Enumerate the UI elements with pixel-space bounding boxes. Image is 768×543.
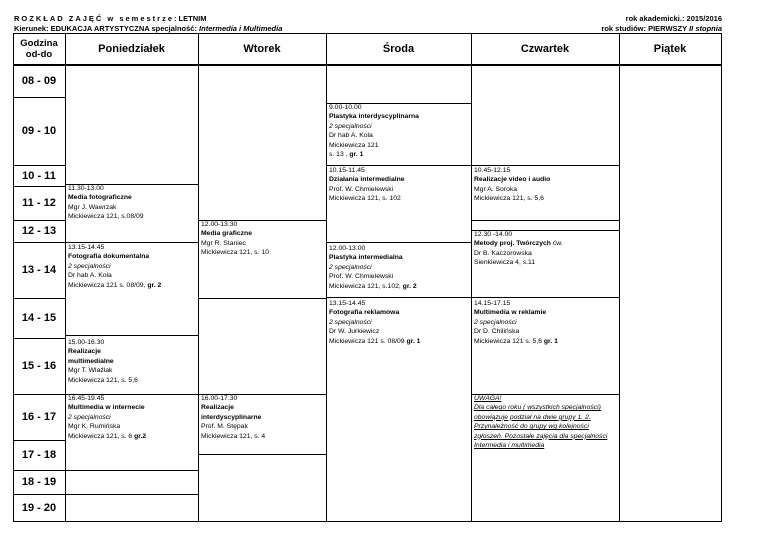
grid-rule (471, 297, 619, 298)
hour-label: 08 - 09 (21, 75, 57, 87)
day-header-tuesday: Wtorek (243, 43, 281, 55)
grid-rule (721, 33, 722, 521)
semester: LETNIM (178, 14, 207, 23)
event-plastyka-interdyscyplinarna: 9.00-10.00 Plastyka interdyscyplinarna 2 specjalności Dr hab A. Kola Mickiewicza 121 s. 13 , gr. 1 (329, 104, 419, 159)
event-realizacje-video-audio: 10.45-12.15 Realizacje video i audio Mgr A. Soroka Mickiewicza 121, s. 5,6 (474, 167, 551, 203)
event-realizacje-multimedialne: 15.00-16.30 Realizacje multimedialne Mgr T. Wlaźlak Mickiewicza 121, s. 5,6 (68, 339, 138, 384)
grid-rule (326, 297, 471, 298)
event-multimedia-w-reklamie: 14.15-17.15 Multimedia w reklamie 2 specjalności Dr D. Chilińska Mickiewicza 121 s. 5,6 gr. 1 (474, 300, 558, 345)
day-header-thursday: Czwartek (520, 43, 570, 55)
hour-label: 16 - 17 (21, 411, 57, 423)
hour-label: 10 - 11 (22, 169, 56, 182)
event-dzialania-intermedialne: 10.15-11.45 Działania intermedialne Prof. W. Chmielewski Mickiewicza 121, s. 102 (329, 167, 405, 203)
hour-label: 17 - 18 (21, 449, 57, 461)
schedule-title: ROZKŁAD ZAJĘĆ w semestrze:LETNIM (14, 14, 207, 23)
grid-rule (198, 298, 326, 299)
event-metody-projektowania: 12.30 -14.00 Metody proj. Twórczych ćw. Dr B. Kaczorowska Sienkiewicza 4, s.11 (474, 231, 563, 267)
hour-label: 13 - 14 (21, 264, 57, 276)
schedule-table (13, 33, 721, 521)
grid-rule (471, 220, 619, 221)
hour-label: 12 - 13 (21, 225, 57, 237)
hour-label: 11 - 12 (22, 197, 56, 209)
grid-rule (619, 33, 620, 521)
note-uwaga: UWAGA! Dla całego roku ( wszystkich specjalności) obowiązuje podział na dwie grupy 1, 2. Przynależność do grupy wg kolejności zgłoszeń. Pozostałe zajęcia dla specjalności Intermedia i multimedia (474, 395, 608, 450)
study-year: rok studiów: PIERWSZY II stopnia (601, 24, 722, 33)
event-fotografia-dokumentalna: 13.15-14.45 Fotografia dokumentalna 2 specjalności Dr hab A. Kola Mickiewicza 121 s. 08/09, gr. 2 (68, 244, 162, 289)
academic-year: rok akademicki.: 2015/2016 (625, 14, 722, 23)
hour-label: 15 - 16 (21, 360, 57, 372)
event-media-fotograficzne: 11.30-13.00 Media fotograficzne Mgr J. Wawrzak Mickiewicza 121, s.08/09 (68, 185, 144, 221)
direction-line: Kierunek: EDUKACJA ARTYSTYCZNA specjalność: Intermedia i Multimedia (14, 24, 283, 33)
grid-rule (13, 521, 722, 522)
grid-rule (65, 470, 198, 471)
day-header-monday: Poniedziałek (98, 43, 165, 55)
hour-label: 19 - 20 (21, 501, 57, 514)
hours-header: Godzina od-do (20, 38, 58, 60)
event-multimedia-w-internecie: 16.45-19.45 Multimedia w internecie 2 specjalności Mgr K. Rumińska Mickiewicza 121, s. 6 gr.2 (68, 395, 147, 440)
hour-label: 18 - 19 (21, 476, 57, 488)
event-realizacje-interdyscyplinarne: 16.00-17.30 Realizacje interdyscyplinarne Prof. M. Stępak Mickiewicza 121, s. 4 (201, 395, 266, 440)
event-fotografia-reklamowa: 13.15-14.45 Fotografia reklamowa 2 specjalności Dr W. Jurkiewicz Mickiewicza 121 s. 08/09 gr. 1 (329, 300, 421, 345)
hour-label: 14 - 15 (21, 312, 57, 324)
grid-rule (198, 33, 199, 521)
hour-label: 09 - 10 (21, 125, 57, 137)
grid-rule (326, 242, 471, 243)
grid-rule (65, 494, 198, 495)
day-header-wednesday: Środa (382, 43, 415, 55)
event-media-graficzne: 12.00-13.30 Media graficzne Mgr R. Staniec Mickiewicza 121, s. 10 (201, 221, 269, 257)
event-plastyka-intermedialna: 12.00-13.00 Plastyka intermedialna 2 specjalności Prof. W. Chmielewski Mickiewicza 121, s.102, gr. 2 (329, 245, 417, 290)
day-header-friday: Piątek (653, 43, 687, 55)
grid-rule (65, 335, 198, 336)
specialty: Intermedia i Multimedia (199, 24, 283, 33)
grid-rule (198, 454, 326, 455)
